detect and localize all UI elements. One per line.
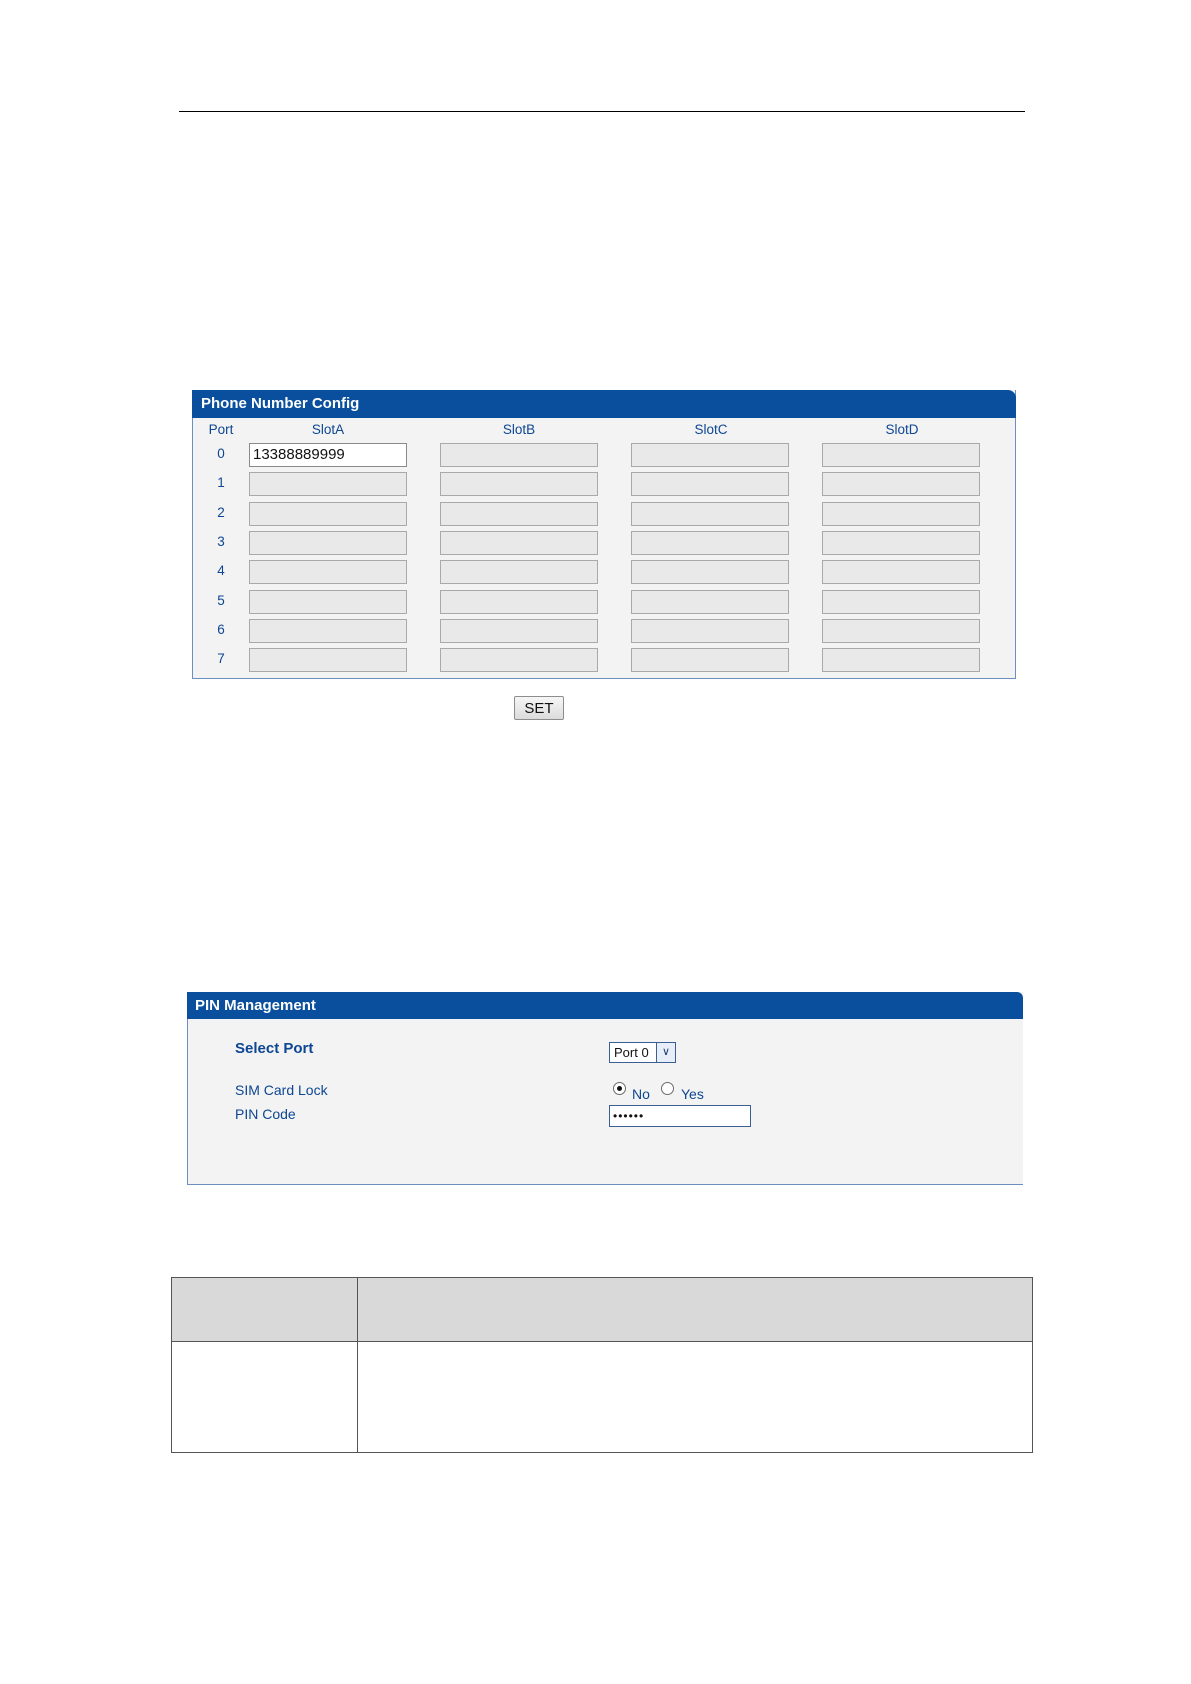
table-header-cell	[172, 1278, 358, 1342]
slot-input-port7-d[interactable]	[822, 648, 980, 672]
sim-lock-yes-radio[interactable]	[661, 1082, 674, 1095]
port-select[interactable]	[609, 1042, 676, 1063]
column-header-port: Port	[208, 422, 234, 437]
sim-lock-no-radio[interactable]	[613, 1082, 626, 1095]
table-header-cell	[358, 1278, 1033, 1342]
slot-input-port2-b[interactable]	[440, 502, 598, 526]
slot-input-port3-d[interactable]	[822, 531, 980, 555]
slot-input-port3-a[interactable]	[249, 531, 407, 555]
pin-management-title: PIN Management	[187, 992, 1023, 1019]
slot-input-port0-d[interactable]	[822, 443, 980, 467]
port-number: 6	[217, 621, 225, 637]
description-table	[171, 1277, 1033, 1453]
slot-input-port1-c[interactable]	[631, 472, 789, 496]
slot-input-port1-a[interactable]	[249, 472, 407, 496]
sim-lock-yes-label: Yes	[681, 1086, 704, 1102]
sim-lock-no-label: No	[632, 1086, 650, 1102]
column-header-slota: SlotA	[311, 422, 345, 437]
slot-input-port7-a[interactable]	[249, 648, 407, 672]
port-number: 4	[217, 563, 225, 579]
chevron-down-icon[interactable]: ∨	[656, 1043, 675, 1062]
column-header-slotb: SlotB	[502, 422, 536, 437]
slot-input-port4-d[interactable]	[822, 560, 980, 584]
slot-input-port7-c[interactable]	[631, 648, 789, 672]
slot-input-port2-d[interactable]	[822, 502, 980, 526]
port-select-value: Port 0	[614, 1045, 649, 1060]
slot-input-port4-b[interactable]	[440, 560, 598, 584]
slot-input-port5-c[interactable]	[631, 590, 789, 614]
table-cell	[358, 1342, 1033, 1453]
slot-input-port0-b[interactable]	[440, 443, 598, 467]
column-header-slotd: SlotD	[885, 422, 919, 437]
slot-input-port1-d[interactable]	[822, 472, 980, 496]
port-number: 0	[217, 446, 225, 461]
set-button[interactable]: SET	[514, 696, 564, 720]
table-row	[172, 1342, 1033, 1453]
phone-number-config-title: Phone Number Config	[192, 390, 1016, 418]
slot-input-port1-b[interactable]	[440, 472, 598, 496]
page-header-rule	[179, 111, 1025, 112]
slot-input-port6-d[interactable]	[822, 619, 980, 643]
slot-input-port5-b[interactable]	[440, 590, 598, 614]
slot-input-port5-a[interactable]	[249, 590, 407, 614]
slot-input-port7-b[interactable]	[440, 648, 598, 672]
port-number: 5	[217, 592, 225, 608]
slot-input-port4-a[interactable]	[249, 560, 407, 584]
pin-code-label: PIN Code	[235, 1106, 296, 1122]
select-port-label: Select Port	[235, 1040, 314, 1057]
table-header-row	[172, 1278, 1033, 1342]
slot-input-port3-b[interactable]	[440, 531, 598, 555]
slot-input-port6-c[interactable]	[631, 619, 789, 643]
port-number: 7	[217, 651, 225, 667]
slot-input-port3-c[interactable]	[631, 531, 789, 555]
port-number: 2	[217, 504, 225, 520]
slot-input-port0-a[interactable]: 13388889999	[249, 443, 407, 467]
port-number: 1	[217, 475, 225, 491]
slot-input-port2-c[interactable]	[631, 502, 789, 526]
slot-input-port4-c[interactable]	[631, 560, 789, 584]
table-cell	[172, 1342, 358, 1453]
pin-code-input[interactable]: ••••••	[609, 1105, 751, 1127]
sim-card-lock-label: SIM Card Lock	[235, 1082, 328, 1098]
slot-input-port2-a[interactable]	[249, 502, 407, 526]
slot-input-port6-b[interactable]	[440, 619, 598, 643]
slot-input-port5-d[interactable]	[822, 590, 980, 614]
slot-input-port6-a[interactable]	[249, 619, 407, 643]
slot-input-port0-c[interactable]	[631, 443, 789, 467]
port-number: 3	[217, 533, 225, 549]
column-header-slotc: SlotC	[694, 422, 728, 437]
